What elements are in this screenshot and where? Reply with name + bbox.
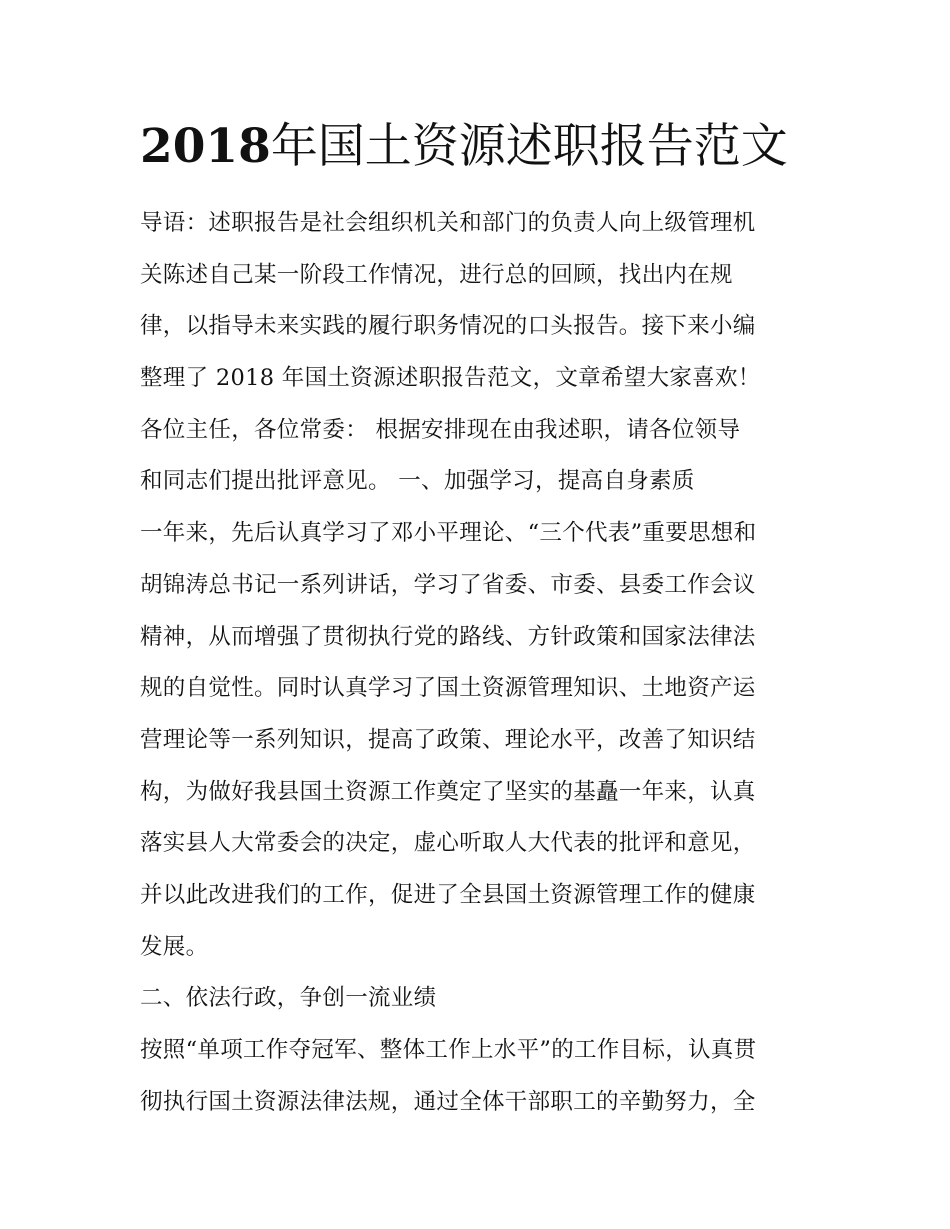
text-line: 彻执行国土资源法律法规，通过全体干部职工的辛勤努力，全 bbox=[140, 1088, 756, 1115]
text-line: 并以此改进我们的工作，促进了全县国土资源管理工作的健康 bbox=[140, 881, 756, 908]
text-line: 规的自觉性。同时认真学习了国土资源管理知识、土地资产运 bbox=[140, 675, 756, 702]
text-line: 胡锦涛总书记一系列讲话，学习了省委、市委、县委工作会议 bbox=[140, 571, 756, 598]
text-line: 精神，从而增强了贯彻执行党的路线、方针政策和国家法律法 bbox=[140, 623, 756, 650]
text-line: 整理了 2018 年国土资源述职报告范文，文章希望大家喜欢！ bbox=[140, 365, 761, 392]
document-body bbox=[140, 198, 830, 1128]
text-line: 律，以指导未来实践的履行职务情况的口头报告。接下来小编 bbox=[140, 313, 756, 340]
text-line: 构，为做好我县国土资源工作奠定了坚实的基矗一年来，认真 bbox=[140, 778, 756, 805]
title-text: 年国土资源述职报告范文 bbox=[270, 119, 788, 174]
text-line: 发展。 bbox=[140, 933, 209, 960]
text-line: 营理论等一系列知识，提高了政策、理论水平，改善了知识结 bbox=[140, 726, 756, 753]
title-year: 2018 bbox=[140, 119, 271, 174]
text-line: 关陈述自己某一阶段工作情况，进行总的回顾，找出内在规 bbox=[140, 261, 733, 288]
text-line: 落实县人大常委会的决定，虚心听取人大代表的批评和意见， bbox=[140, 830, 756, 857]
text-line: 按照“单项工作夺冠军、整体工作上水平”的工作目标，认真贯 bbox=[140, 1037, 757, 1063]
text-line: 各位主任，各位常委： 根据安排现在由我述职，请各位领导 bbox=[140, 416, 741, 443]
text-line: 一年来，先后认真学习了邓小平理论、“三个代表”重要思想和 bbox=[140, 520, 757, 547]
document-title bbox=[140, 116, 820, 178]
text-line: 导语：述职报告是社会组织机关和部门的负责人向上级管理机 bbox=[140, 210, 756, 236]
text-line: 和同志们提出批评意见。 一、加强学习，提高自身素质 bbox=[140, 468, 695, 495]
section-heading: 二、依法行政，争创一流业绩 bbox=[140, 985, 437, 1012]
